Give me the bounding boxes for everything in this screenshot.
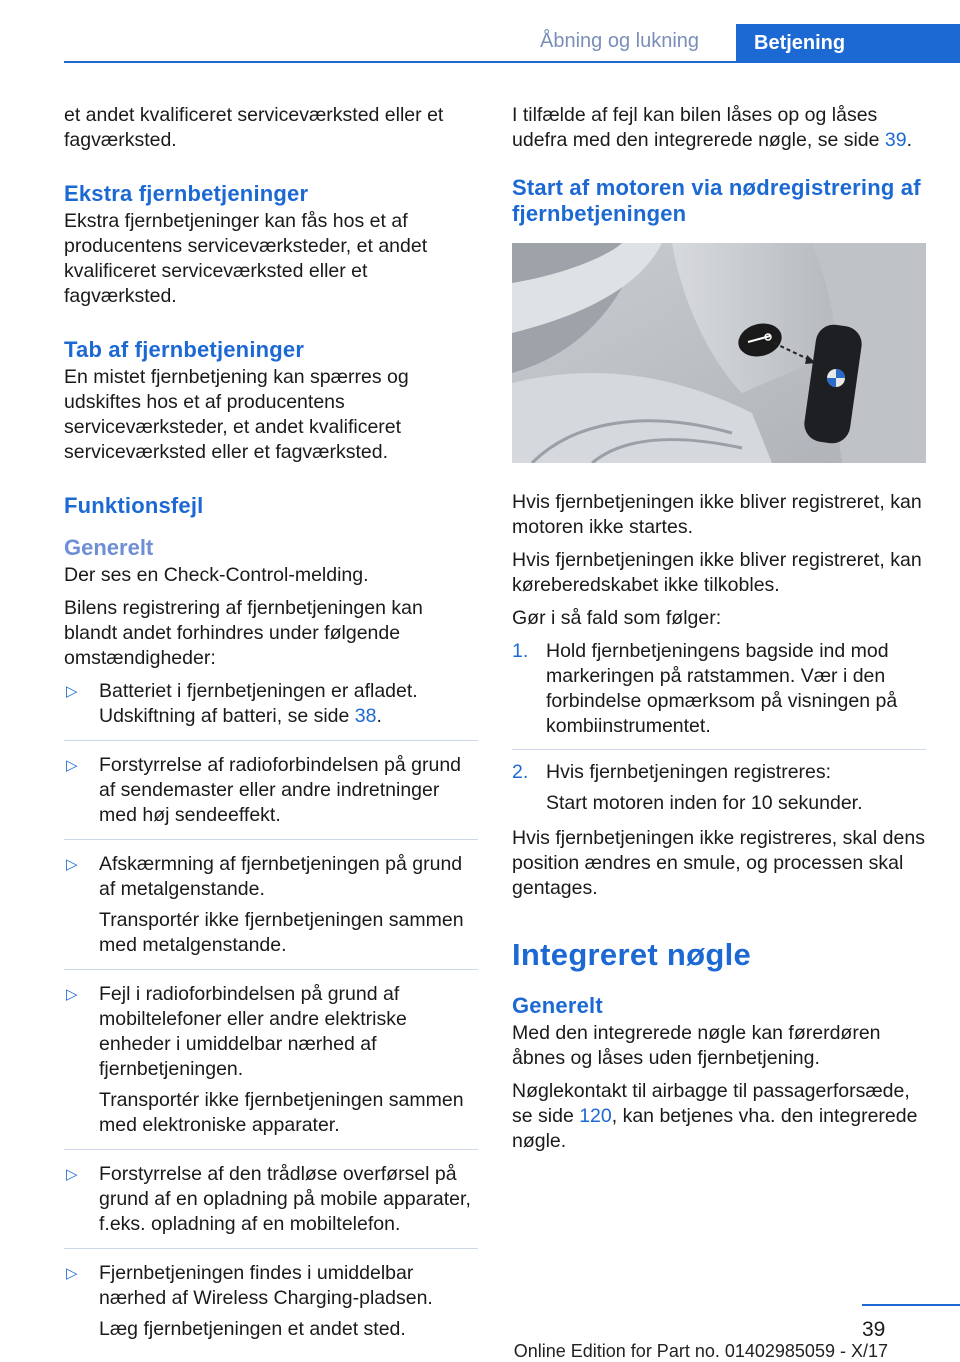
header-chapter-tab: Betjening xyxy=(736,24,960,62)
steps-list xyxy=(512,639,926,816)
page-number: 39 xyxy=(862,1318,886,1341)
list-item: 2. Hvis fjernbetjeningen registreres: Start motoren inden for 10 sekunder. xyxy=(512,749,926,816)
paragraph-ekstra: Ekstra fjernbetjeninger kan fås hos et af producentens serviceværksteder, et andet kvalificeret serviceværksted eller et fagværksted. xyxy=(64,210,428,307)
page-link-120[interactable]: 120 xyxy=(579,1105,612,1127)
heading-integreret-noegle: Integreret nøgle xyxy=(512,937,752,972)
right-column xyxy=(512,103,926,1162)
paragraph-generelt-1: Der ses en Check-Control-melding. xyxy=(64,564,369,586)
paragraph-not-registered-2: Hvis fjernbetjeningen ikke bliver registreret, kan køreberedskabet ikke tilkobles. xyxy=(512,549,922,596)
page-link-39[interactable]: 39 xyxy=(884,129,907,151)
list-item: ▷ Batteriet i fjernbetjeningen er afladet. Udskiftning af batteri, se side 38. xyxy=(64,679,478,729)
paragraph-do-as-follows: Gør i så fald som følger: xyxy=(512,607,722,629)
list-item: ▷ Fjernbetjeningen findes i umiddelbar nærhed af Wireless Charging-pladsen. Læg fjernbetjeningen et andet sted. xyxy=(64,1248,478,1342)
list-item: ▷ Fejl i radioforbindelsen på grund af mobiltelefoner eller andre elektriske enheder i umiddelbar nærhed af fjernbetjeningen. Transportér ikke fjernbetjeningen sammen med elektroniske apparater. xyxy=(64,969,478,1138)
header-rule xyxy=(64,61,960,63)
left-column xyxy=(64,103,478,1353)
list-item: ▷ Forstyrrelse af den trådløse overførsel på grund af en opladning på mobile apparater, f.eks. opladning af en mobiltelefon. xyxy=(64,1149,478,1237)
paragraph-tab: En mistet fjernbetjening kan spærres og udskiftes hos et af producentens serviceværksteder, et andet kvalificeret serviceværksted eller et fagværksted. xyxy=(64,366,409,463)
heading-funktionsfejl: Funktionsfejl xyxy=(64,493,204,518)
edition-line: Online Edition for Part no. 01402985059 - X/17 xyxy=(513,1341,888,1361)
step-number: 1. xyxy=(512,640,529,662)
list-item: ▷ Forstyrrelse af radioforbindelsen på grund af sendemaster eller andre indretninger med høj sendeeffekt. xyxy=(64,740,478,828)
subheading-generelt: Generelt xyxy=(64,535,154,560)
steering-column-key-illustration xyxy=(512,243,926,463)
heading-tab: Tab af fjernbetjeninger xyxy=(64,337,305,362)
page-link-38[interactable]: 38 xyxy=(354,705,377,727)
heading-ekstra: Ekstra fjernbetjeninger xyxy=(64,181,309,206)
fault-list xyxy=(64,679,478,1342)
header-section-title: Åbning og lukning xyxy=(540,30,700,52)
paragraph-integrated-key: Med den integrerede nøgle kan førerdøren åbnes og låses uden fjernbetjening. xyxy=(512,1022,881,1069)
paragraph-airbag-switch: Nøglekontakt til airbagge til passagerforsæde, se side 120, kan betjenes vha. den integrerede nøgle. xyxy=(512,1080,918,1152)
list-item: ▷ Afskærmning af fjernbetjeningen på grund af metalgenstande. Transportér ikke fjernbetjeningen sammen med metalgenstande. xyxy=(64,839,478,958)
paragraph-not-registered-1: Hvis fjernbetjeningen ikke bliver registreret, kan motoren ikke startes. xyxy=(512,491,922,538)
intro-text: et andet kvalificeret serviceværksted eller et fagværksted. xyxy=(64,104,444,151)
paragraph-generelt-2: Bilens registrering af fjernbetjeningen kan blandt andet forhindres under følgende omstændigheder: xyxy=(64,597,423,669)
heading-start-motor: Start af motoren via nødregistrering af fjernbetjeningen xyxy=(512,175,921,226)
subheading-generelt-2: Generelt xyxy=(512,993,603,1018)
footer-rule xyxy=(862,1304,960,1306)
paragraph-lock-fallback: I tilfælde af fejl kan bilen låses op og låses udefra med den integrerede nøgle, se side 39. xyxy=(512,104,913,151)
step-number: 2. xyxy=(512,761,529,783)
list-item: 1. Hold fjernbetjeningens bagside ind mod markeringen på ratstammen. Vær i den forbindelse opmærksom på visningen på kombiinstrumentet. xyxy=(512,640,898,737)
paragraph-retry: Hvis fjernbetjeningen ikke registreres, skal dens position ændres en smule, og processen skal gentages. xyxy=(512,827,925,899)
